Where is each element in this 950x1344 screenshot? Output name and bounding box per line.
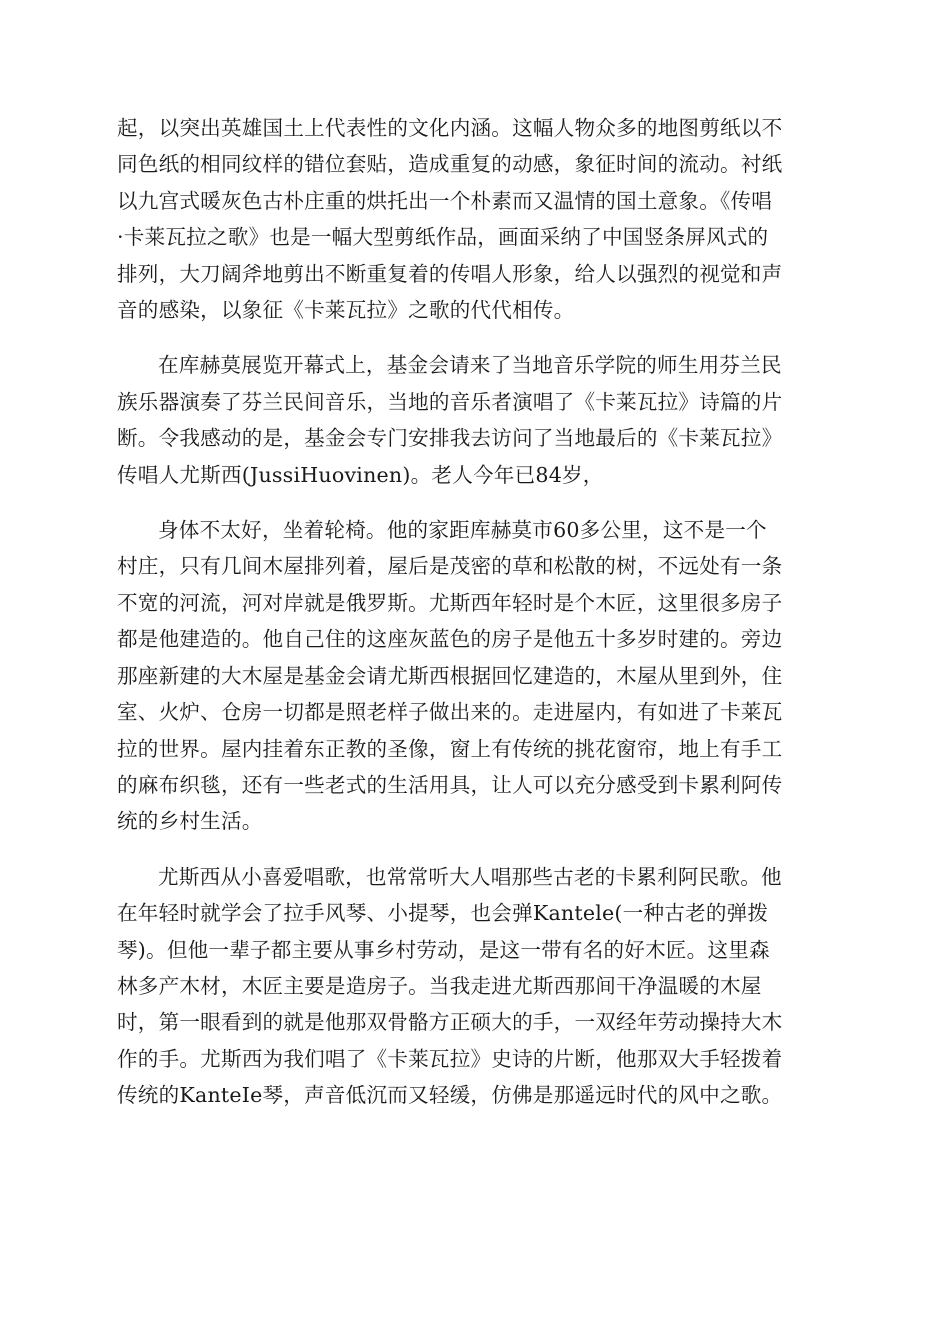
text-line: 都是他建造的。他自己住的这座灰蓝色的房子是他五十多岁时建的。旁边	[117, 627, 783, 652]
text-line: 琴)。但他一辈子都主要从事乡村劳动，是这一带有名的好木匠。这里森	[117, 937, 770, 962]
text-line: 断。令我感动的是，基金会专门安排我去访问了当地最后的《卡莱瓦拉》	[117, 426, 783, 451]
text-line: 尤斯西从小喜爱唱歌，也常常听大人唱那些古老的卡累利阿民歌。他	[158, 864, 782, 889]
text-line: 村庄，只有几间木屋排列着，屋后是茂密的草和松散的树，不远处有一条	[117, 554, 783, 579]
text-line: 族乐器演奏了芬兰民间音乐，当地的音乐者演唱了《卡莱瓦拉》诗篇的片	[117, 389, 783, 414]
text-line: 的麻布织毯，还有一些老式的生活用具，让人可以充分感受到卡累利阿传	[117, 772, 783, 797]
text-line: 在库赫莫展览开幕式上，基金会请来了当地音乐学院的师生用芬兰民	[158, 353, 782, 378]
text-line: 时，第一眼看到的就是他那双骨骼方正硕大的手，一双经年劳动操持大木	[117, 1010, 783, 1035]
text-line: 音的感染，以象征《卡莱瓦拉》之歌的代代相传。	[117, 298, 575, 323]
text-line: 以九宫式暖灰色古朴庄重的烘托出一个朴素而又温情的国土意象。《传唱	[117, 188, 773, 213]
paragraph-4	[117, 859, 833, 1114]
text-line: 排列，大刀阔斧地剪出不断重复着的传唱人形象，给人以强烈的视觉和声	[117, 261, 783, 286]
text-line: ·卡莱瓦拉之歌》也是一幅大型剪纸作品，画面采纳了中国竖条屏风式的	[117, 225, 769, 250]
text-line: 传唱人尤斯西(JussiHuovinen)。老人今年已84岁，	[117, 462, 604, 487]
text-line: 室、火炉、仓房一切都是照老样子做出来的。走进屋内，有如进了卡莱瓦	[117, 700, 783, 725]
paragraph-1	[117, 110, 833, 328]
text-line: 身体不太好，坐着轮椅。他的家距库赫莫市60多公里，这不是一个	[158, 518, 767, 543]
text-line: 传统的KanteIe琴，声音低沉而又轻缓，仿佛是那遥远时代的风中之歌。	[117, 1083, 783, 1108]
text-line: 起，以突出英雄国土上代表性的文化内涵。这幅人物众多的地图剪纸以不	[117, 116, 783, 140]
paragraph-2	[117, 347, 833, 493]
text-line: 在年轻时就学会了拉手风琴、小提琴，也会弹Kantele(一种古老的弹拨	[117, 901, 769, 926]
text-line: 同色纸的相同纹样的错位套贴，造成重复的动感，象征时间的流动。衬纸	[117, 152, 783, 177]
text-line: 林多产木材，木匠主要是造房子。当我走进尤斯西那间干净温暖的木屋	[117, 973, 762, 998]
text-line: 那座新建的大木屋是基金会请尤斯西根据回忆建造的，木屋从里到外，住	[117, 663, 783, 688]
text-line: 拉的世界。屋内挂着东正教的圣像，窗上有传统的挑花窗帘，地上有手工	[117, 736, 783, 761]
paragraph-3	[117, 512, 833, 840]
text-line: 不宽的河流，河对岸就是俄罗斯。尤斯西年轻时是个木匠，这里很多房子	[117, 590, 783, 615]
document-body	[117, 110, 833, 1133]
text-line: 作的手。尤斯西为我们唱了《卡莱瓦拉》史诗的片断，他那双大手轻拨着	[117, 1046, 783, 1071]
text-line: 统的乡村生活。	[117, 809, 263, 834]
